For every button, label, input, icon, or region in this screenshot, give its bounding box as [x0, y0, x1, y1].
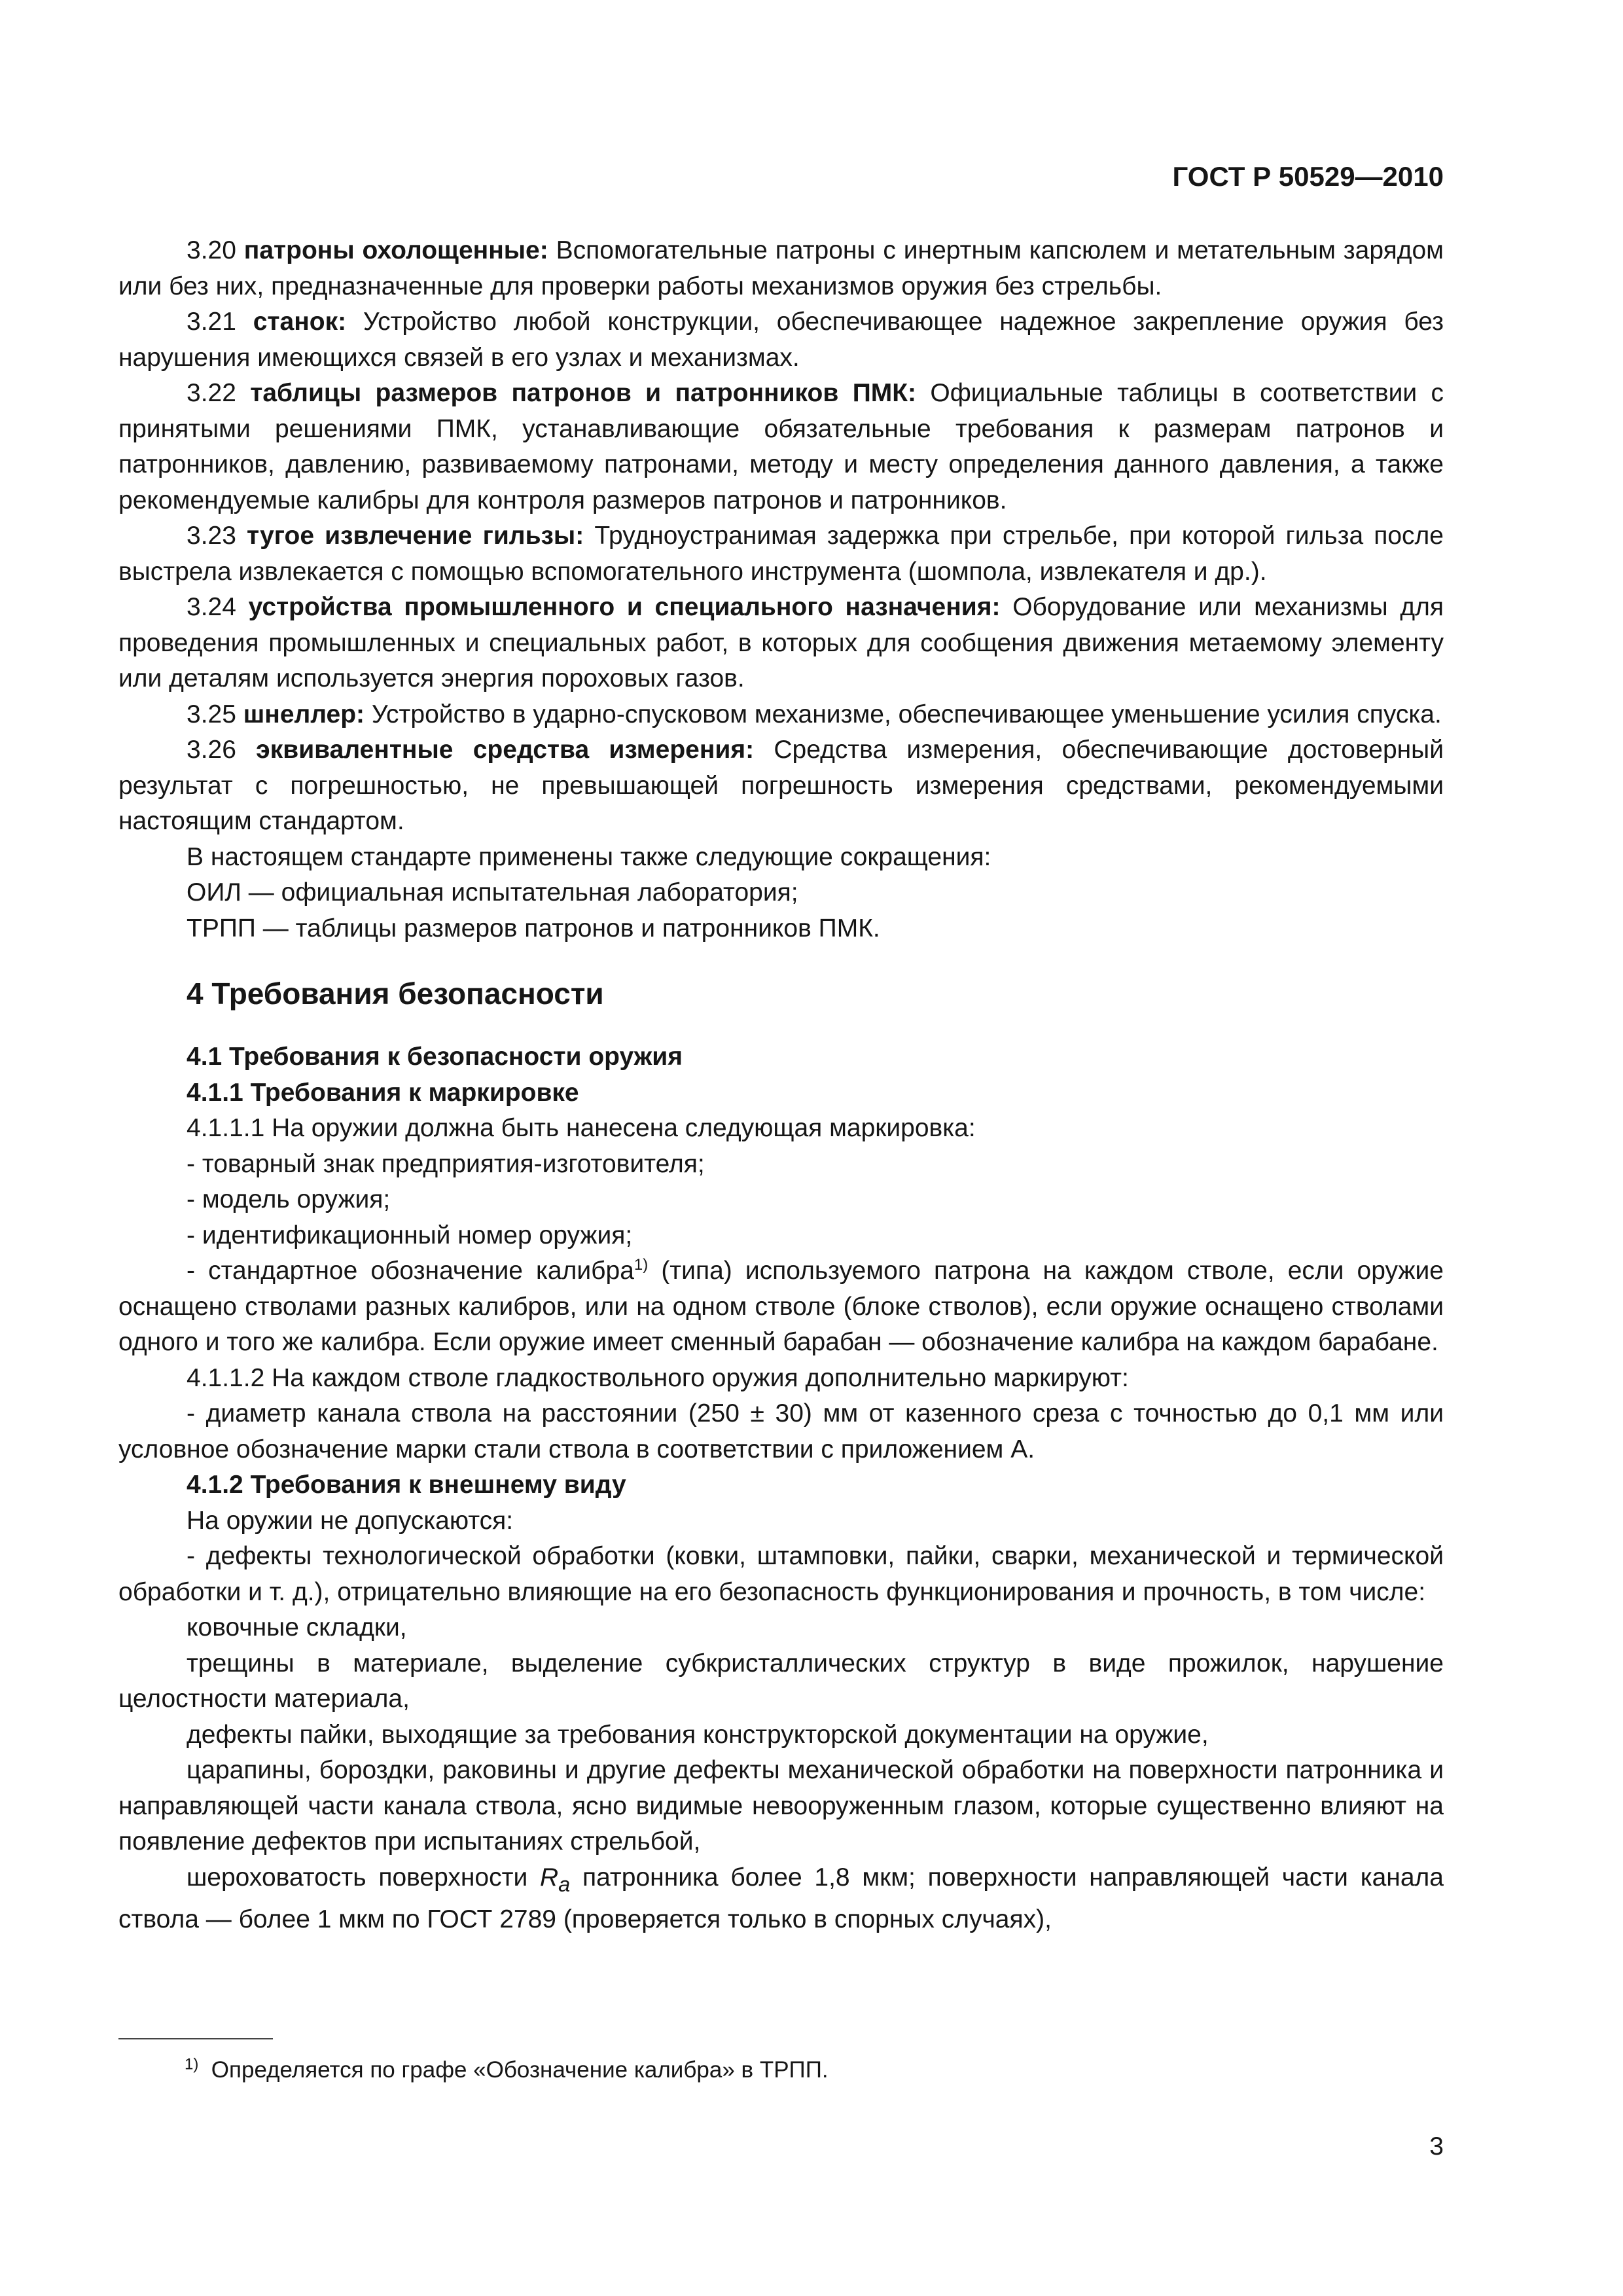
subsection-4-1-1-heading: 4.1.1 Требования к маркировке — [187, 1078, 579, 1107]
list-item: - диаметр канала ствола на расстоянии (250 ± 30) мм от казенного среза с точностью до 0,1 мм или условное обозначение марки стали ствола в соответствии с приложением А. — [118, 1399, 1444, 1463]
term-name: таблицы размеров патронов и патронников ПМК: — [250, 379, 917, 407]
section-4-heading: 4 Требования безопасности — [187, 977, 604, 1011]
term-3-24: 3.24 устройства промышленного и специального назначения: Оборудование или механизмы для проведения промышленных и специальных работ, в которых для сообщения движения метаемому элементу или деталям используется энергия пороховых газов. — [118, 593, 1444, 692]
footnote-separator — [118, 2038, 273, 2039]
term-3-22: 3.22 таблицы размеров патронов и патронников ПМК: Официальные таблицы в соответствии с принятыми решениями ПМК, устанавливающие обязательные требования к размерам патронов и патронников, давлению, развиваемому патронами, методу и месту определения данного давления, а также рекомендуемые калибры для контроля размеров патронов и патронников. — [118, 379, 1444, 514]
list-item-roughness: шероховатость поверхности $R_a$ патронника более 1,8 мкм; поверхности направляющей части канала ствола — более 1 мкм по ГОСТ 2789 (проверяется только в спорных случаях), — [118, 1863, 1444, 1933]
list-item: царапины, бороздки, раковины и другие дефекты механической обработки на поверхности патронника и направляющей части канала ствола, ясно видимые невооруженным глазом, которые существенно влияют на появление дефектов при испытаниях стрельбой, — [118, 1756, 1444, 1856]
list-item: - модель оружия; — [187, 1185, 391, 1213]
term-3-26: 3.26 эквивалентные средства измерения: Средства измерения, обеспечивающие достоверный результат с погрешностью, не превышающей погрешность измерения средствами, рекомендуемыми настоящим стандартом. — [118, 736, 1444, 835]
list-item: - дефекты технологической обработки (ковки, штамповки, пайки, сварки, механической и термической обработки и т. д.), отрицательно влияющие на его безопасность функционирования и прочность, в том числе: — [118, 1542, 1444, 1606]
list-item: трещины в материале, выделение субкристаллических структур в виде прожилок, нарушение целостности материала, — [118, 1649, 1444, 1713]
list-item: дефекты пайки, выходящие за требования конструкторской документации на оружие, — [187, 1720, 1209, 1749]
footnote-ref: 1) — [633, 1256, 649, 1274]
term-name: патроны охолощенные: — [243, 236, 548, 264]
term-3-23: 3.23 тугое извлечение гильзы: Трудноустранимая задержка при стрельбе, при которой гильза после выстрела извлекается с помощью вспомогательного инструмента (шомпола, извлекателя и др.). — [118, 522, 1444, 586]
term-name: устройства промышленного и специального назначения: — [248, 593, 1001, 621]
defects-intro: На оружии не допускаются: — [187, 1506, 514, 1535]
term-3-20: 3.20 патроны охолощенные: Вспомогательные патроны с инертным капсюлем и метательным зарядом или без них, предназначенные для проверки работы механизмов оружия без стрельбы. — [118, 236, 1444, 300]
term-3-21: 3.21 станок: Устройство любой конструкции, обеспечивающее надежное закрепление оружия без нарушения имеющихся связей в его узлах и механизмах. — [118, 308, 1444, 372]
document-body — [118, 233, 1444, 1937]
footnote-text: Определяется по графе «Обозначение калибра» в ТРПП. — [211, 2057, 829, 2083]
term-name: шнеллер: — [243, 700, 365, 728]
standard-id-header: ГОСТ Р 50529—2010 — [1172, 161, 1444, 192]
subsection-4-1-heading: 4.1 Требования к безопасности оружия — [187, 1043, 683, 1071]
subsection-4-1-2-heading: 4.1.2 Требования к внешнему виду — [187, 1471, 626, 1499]
abbreviations-intro: В настоящем стандарте применены также следующие сокращения: — [187, 842, 991, 871]
term-name: станок: — [253, 308, 347, 336]
clause-4-1-1-2: 4.1.1.2 На каждом стволе гладкоствольного оружия дополнительно маркируют: — [187, 1363, 1129, 1392]
roughness-subscript: a — [558, 1872, 571, 1896]
term-3-25: 3.25 шнеллер: Устройство в ударно-спусковом механизме, обеспечивающее уменьшение усилия спуска. — [187, 700, 1442, 728]
list-item: - товарный знак предприятия-изготовителя; — [187, 1149, 705, 1178]
footnote — [185, 2055, 829, 2085]
term-name: тугое извлечение гильзы: — [247, 522, 584, 550]
list-item: ковочные складки, — [187, 1613, 407, 1641]
roughness-symbol: R — [539, 1863, 559, 1892]
page-number: 3 — [1429, 2132, 1444, 2161]
footnote-mark: 1) — [185, 2055, 199, 2073]
abbreviation-oil: ОИЛ — официальная испытательная лаборатория; — [187, 878, 798, 906]
term-name: эквивалентные средства измерения: — [256, 736, 755, 764]
list-item: - идентификационный номер оружия; — [187, 1221, 633, 1249]
list-item-caliber: - стандартное обозначение калибра$^{1)}$ (типа) используемого патрона на каждом стволе, если оружие оснащено стволами разных калибров, или на одном стволе (блоке стволов), если оружие оснащено стволами одного и того же калибра. Если оружие имеет сменный барабан — обозначение калибра на каждом барабане. — [118, 1256, 1444, 1356]
abbreviation-trpp: ТРПП — таблицы размеров патронов и патронников ПМК. — [187, 914, 880, 942]
clause-4-1-1-1: 4.1.1.1 На оружии должна быть нанесена следующая маркировка: — [187, 1114, 976, 1142]
